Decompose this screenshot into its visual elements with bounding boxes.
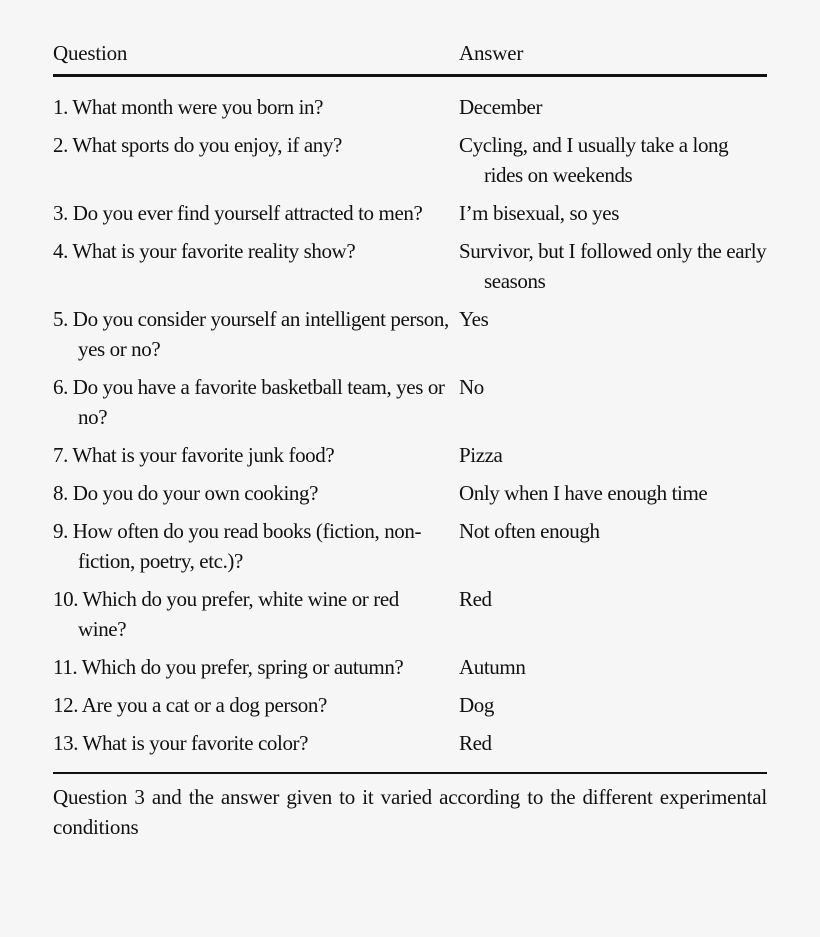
answer-cell: Pizza — [459, 443, 503, 467]
question-cell: 11. Which do you prefer, spring or autumn? — [53, 655, 404, 679]
table-row — [53, 92, 767, 122]
answer-cell: Autumn — [459, 655, 526, 679]
answer-cell: December — [459, 95, 543, 119]
answer-cell: I’m bisexual, so yes — [459, 201, 619, 225]
question-cell: 12. Are you a cat or a dog person? — [53, 693, 327, 717]
question-cell: 3. Do you ever find yourself attracted to men? — [53, 201, 423, 225]
question-cell: 7. What is your favorite junk food? — [53, 443, 335, 467]
question-cell: 5. Do you consider yourself an intelligent person, yes or no? — [53, 307, 449, 361]
answer-cell: Yes — [459, 307, 489, 331]
answer-cell: Dog — [459, 693, 494, 717]
table-row — [53, 130, 767, 190]
qa-table — [53, 34, 767, 842]
table-row — [53, 304, 767, 364]
answer-cell: Red — [459, 731, 492, 755]
question-cell: 1. What month were you born in? — [53, 95, 324, 119]
table-row — [53, 516, 767, 576]
question-cell: 8. Do you do your own cooking? — [53, 481, 319, 505]
question-cell: 2. What sports do you enjoy, if any? — [53, 133, 342, 157]
table-row — [53, 652, 767, 682]
table-row — [53, 478, 767, 508]
footer-rule — [53, 772, 767, 774]
table-row — [53, 440, 767, 470]
table-row — [53, 728, 767, 758]
table-row — [53, 236, 767, 296]
answer-cell: Survivor, but I followed only the early seasons — [459, 239, 767, 293]
answer-cell: Only when I have enough time — [459, 481, 708, 505]
answer-cell: Cycling, and I usually take a long rides on weekends — [459, 133, 729, 187]
table-body — [53, 77, 767, 772]
question-cell: 10. Which do you prefer, white wine or red wine? — [53, 587, 399, 641]
question-cell: 9. How often do you read books (fiction, non-fiction, poetry, etc.)? — [53, 519, 422, 573]
table-footnote: Question 3 and the answer given to it varied according to the different experimental conditions — [53, 785, 767, 839]
question-cell: 4. What is your favorite reality show? — [53, 239, 356, 263]
table-row — [53, 372, 767, 432]
table-header — [53, 34, 767, 72]
answer-cell: Not often enough — [459, 519, 600, 543]
header-answer: Answer — [459, 40, 524, 65]
answer-cell: Red — [459, 587, 492, 611]
answer-cell: No — [459, 375, 484, 399]
table-row — [53, 690, 767, 720]
table-row — [53, 584, 767, 644]
header-question: Question — [53, 40, 128, 65]
table-row — [53, 198, 767, 228]
question-cell: 6. Do you have a favorite basketball team, yes or no? — [53, 375, 445, 429]
question-cell: 13. What is your favorite color? — [53, 731, 309, 755]
